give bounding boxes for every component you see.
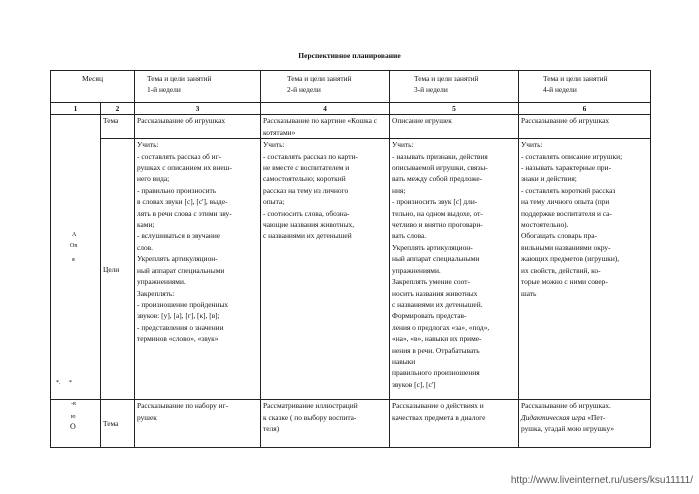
goals-week-4 xyxy=(519,139,651,400)
next-topic-week-3 xyxy=(390,400,519,448)
text-line: Формировать представ- xyxy=(392,311,467,321)
text-line: торые можно с ними совер- xyxy=(521,277,608,287)
week-header-1: Тема и цели занятий 1-й недели xyxy=(135,71,261,103)
next-month-topic-row xyxy=(51,400,651,448)
text-line: звуков: [у], [а], [г], [к], [в]; xyxy=(137,311,220,321)
text-line: четливо и внятно проговари- xyxy=(392,220,483,230)
text-line: к сказке ( по выбору воспита- xyxy=(263,412,357,422)
text-line: звуков [с], [с'] xyxy=(392,379,436,389)
text-line: упражнениями. xyxy=(392,265,441,275)
text-line: качествах предмета в диалоге xyxy=(392,412,486,422)
header-row xyxy=(51,71,651,103)
watermark-url: http://www.liveinternet.ru/users/ksu11111/ xyxy=(510,475,693,486)
text-line: правильного произношения xyxy=(392,368,480,378)
text-line: - вслушиваться в звучание xyxy=(137,231,221,241)
col-number: 3 xyxy=(135,103,261,115)
text-line: самостоятельно; короткий xyxy=(263,174,346,184)
topic-label: Тема xyxy=(101,400,135,448)
text-line: описываемой игрушки, связы- xyxy=(392,163,488,173)
month-fragment: А xyxy=(72,232,77,239)
goals-label: Цели xyxy=(101,139,135,400)
text-line: ный аппарат специальными xyxy=(137,265,225,275)
text-line: опыта; xyxy=(263,197,285,207)
text-line: Укреплять артикуляцион- xyxy=(137,254,218,264)
text-line: ный аппарат специальными xyxy=(392,254,480,264)
month-header: Месяц xyxy=(51,71,135,103)
text-line: - правильно произносить xyxy=(137,185,217,195)
text-line: носить названия животных xyxy=(392,288,478,298)
month-fragment: ю xyxy=(71,414,76,421)
text-line: теля) xyxy=(263,424,280,434)
month-cell-2 xyxy=(51,400,101,448)
text-line: - составлять рассказ по карти- xyxy=(263,151,358,161)
text-line: Учить: xyxy=(137,140,159,150)
next-topic-week-4 xyxy=(519,400,651,448)
col-number: 6 xyxy=(519,103,651,115)
text-line: не вместе с воспитателем и xyxy=(263,163,350,173)
text-line: рушка, угадай мою игрушку» xyxy=(521,424,615,434)
month-fragment: я xyxy=(72,257,75,264)
text-line: их свойств, действий, ко- xyxy=(521,265,601,275)
topic-week-3: Описание игрушек xyxy=(390,115,519,139)
month-cell-1 xyxy=(51,115,101,400)
text-line: Закреплять умение соот- xyxy=(392,277,470,287)
col-number: 1 xyxy=(51,103,101,115)
topic-label: Тема xyxy=(101,115,135,139)
next-topic-week-2 xyxy=(261,400,390,448)
text-line: Учить: xyxy=(263,140,285,150)
text-line: «на», «в», навыки их приме- xyxy=(392,334,482,344)
text-line: - произносить звук [с] дли- xyxy=(392,197,478,207)
text-line: вать между собой предложе- xyxy=(392,174,483,184)
text-line: навыки xyxy=(392,356,416,366)
text-line: в словах звуки [с], [с'], выде- xyxy=(137,197,228,207)
week-header-3: Тема и цели занятий 3-й недели xyxy=(390,71,519,103)
text-line: жающих предметов (игрушки), xyxy=(521,254,620,264)
month-fragment: * xyxy=(69,380,72,387)
month-fragment: О xyxy=(70,422,76,432)
text-line: вильными названиями окру- xyxy=(521,242,611,252)
text-line: рассказ на тему из личного xyxy=(263,185,349,195)
col-number: 5 xyxy=(390,103,519,115)
text-line: нения в речи. Отрабатывать xyxy=(392,345,480,355)
text-line: - составлять рассказ об иг- xyxy=(137,151,222,161)
topic-row xyxy=(51,115,651,139)
text-line: с названиями их детенышей. xyxy=(392,299,483,309)
planning-table xyxy=(50,70,651,448)
month-fragment: Оn xyxy=(70,243,78,250)
column-numbers-row xyxy=(51,103,651,115)
text-line: шать xyxy=(521,288,537,298)
text-line: Закреплять: xyxy=(137,288,175,298)
goals-row xyxy=(51,139,651,400)
text-line: Учить: xyxy=(392,140,414,150)
text-line: терминов «слово», «звук» xyxy=(137,334,219,344)
text-line: Рассказывание о действиях и xyxy=(392,401,484,411)
text-line: на тему личного опыта (при xyxy=(521,197,610,207)
text-line: - составлять описание игрушки; xyxy=(521,151,623,161)
month-fragment: -в xyxy=(71,401,76,408)
text-line: - составлять короткий рассказ xyxy=(521,185,616,195)
month-fragment: *. xyxy=(56,380,61,387)
text-line: чающие названия животных, xyxy=(263,220,355,230)
text-line: слов. xyxy=(137,242,154,252)
text-line: Обогащать словарь пра- xyxy=(521,231,597,241)
text-line: упражнениями. xyxy=(137,277,186,287)
col-number: 2 xyxy=(101,103,135,115)
text-line: Дидактическая игра «Пет- xyxy=(521,412,606,422)
text-line: рушек xyxy=(137,412,157,422)
text-line: ния; xyxy=(392,185,406,195)
text-line: Рассказывание об игрушках. xyxy=(521,401,611,411)
week-header-2: Тема и цели занятий 2-й недели xyxy=(261,71,390,103)
text-line: ками; xyxy=(137,220,155,230)
topic-week-2: Рассказывание по картине «Кошка с котятами» xyxy=(261,115,390,139)
text-line: Учить: xyxy=(521,140,543,150)
text-line: с названиями их детенышей xyxy=(263,231,352,241)
text-line: ления о предлогах «за», «под», xyxy=(392,322,490,332)
text-line: Укреплять артикуляцион- xyxy=(392,242,473,252)
text-line: знаки и действия; xyxy=(521,174,577,184)
goals-week-3 xyxy=(390,139,519,400)
page-title: Перспективное планирование xyxy=(298,51,401,60)
col-number: 4 xyxy=(261,103,390,115)
topic-week-1: Рассказывание об игрушках xyxy=(135,115,261,139)
text-line: мостоятельно). xyxy=(521,220,569,230)
goals-week-2 xyxy=(261,139,390,400)
text-line: - представления о значении xyxy=(137,322,224,332)
text-line: него вида; xyxy=(137,174,170,184)
text-line: лять в речи слова с этими зву- xyxy=(137,208,232,218)
text-line: - называть признаки, действия xyxy=(392,151,488,161)
text-line: - произношение пройденных xyxy=(137,299,229,309)
goals-week-1 xyxy=(135,139,261,400)
next-topic-week-1 xyxy=(135,400,261,448)
text-line: Рассматривание иллюстраций xyxy=(263,401,358,411)
week-header-4: Тема и цели занятий 4-й недели xyxy=(519,71,651,103)
text-line: Рассказывание по набору иг- xyxy=(137,401,229,411)
text-line: тельно, на одном выдохе, от- xyxy=(392,208,483,218)
text-line: - соотносить слова, обозна- xyxy=(263,208,350,218)
topic-week-4: Рассказывание об игрушках xyxy=(519,115,651,139)
text-line: рушках с описанием их внеш- xyxy=(137,163,232,173)
text-line: поддержке воспитателя и са- xyxy=(521,208,612,218)
text-line: - называть характерные при- xyxy=(521,163,612,173)
text-line: вать слова. xyxy=(392,231,427,241)
